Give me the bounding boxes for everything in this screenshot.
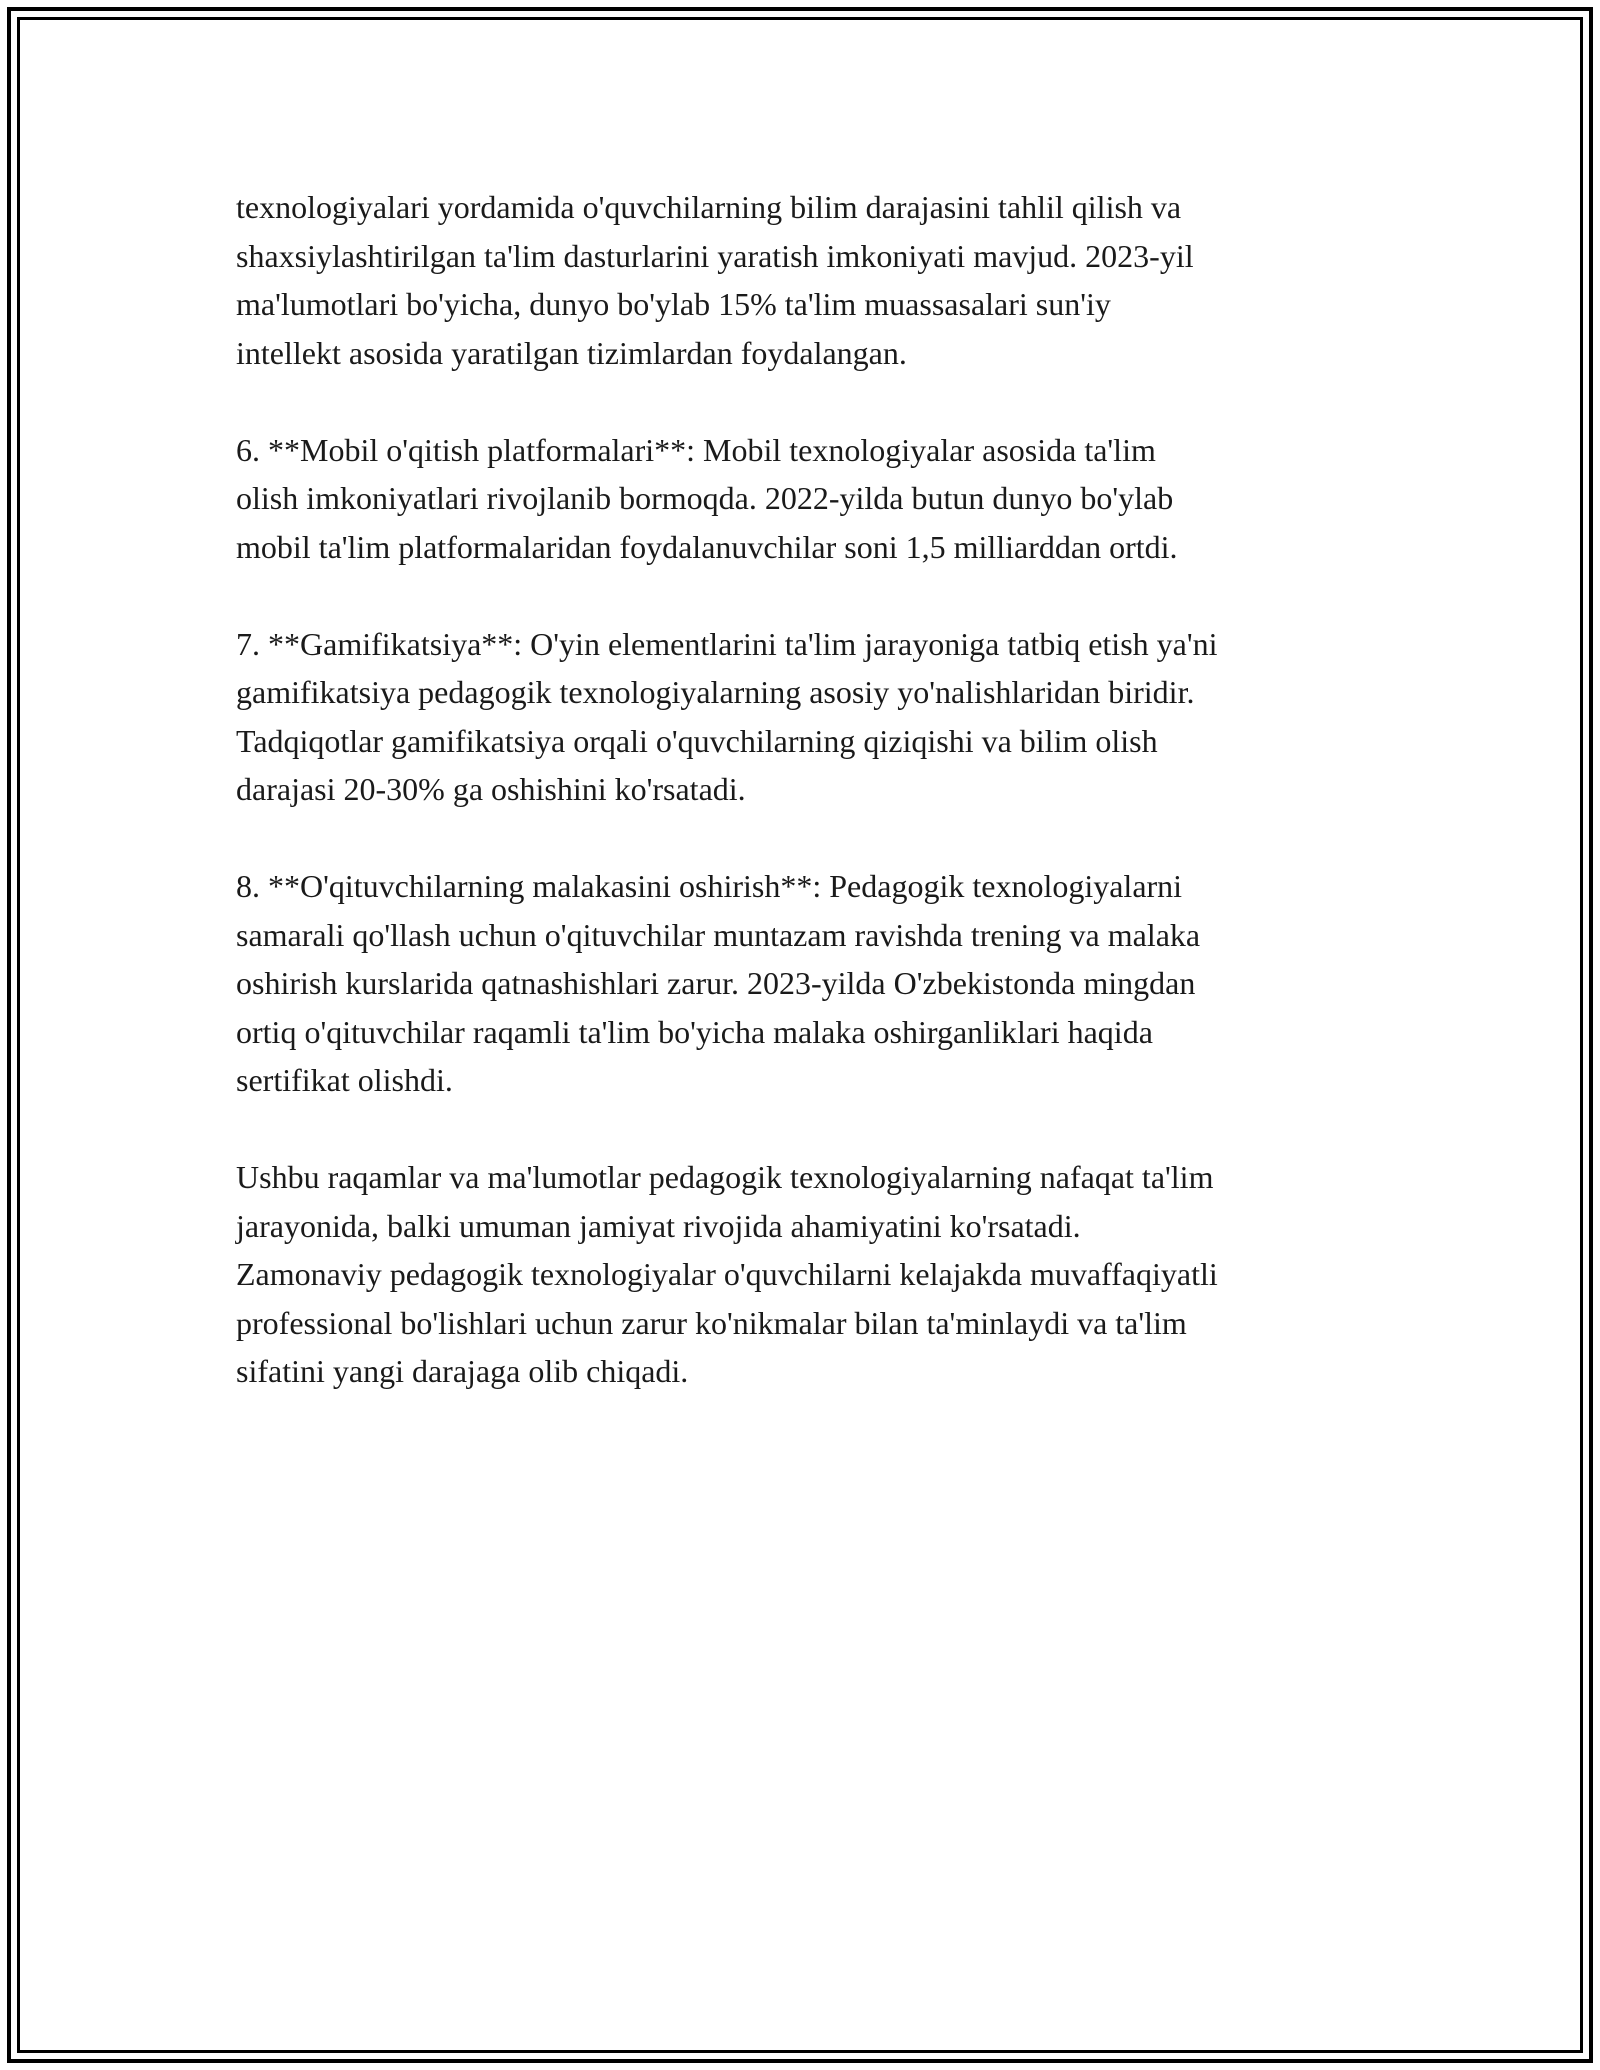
paragraph-conclusion: Ushbu raqamlar va ma'lumotlar pedagogik texnologiyalarning nafaqat ta'lim jarayonida, balki umuman jamiyat rivojida ahamiyatini ko'rsatadi. Zamonaviy pedagogik texnologiyalar o'quvchilarni kelajakda muvaffaqiyatli professional bo'lishlari uchun zarur ko'nikmalar bilan ta'minlaydi va ta'lim sifatini yangi darajaga olib chiqadi. [236, 1159, 1218, 1389]
paragraph-gamification: 7. **Gamifikatsiya**: O'yin elementlarini ta'lim jarayoniga tatbiq etish ya'ni gamifikatsiya pedagogik texnologiyalarning asosiy yo'nalishlaridan biridir. Tadqiqotlar gamifikatsiya orqali o'quvchilarning qiziqishi va bilim olish darajasi 20-30% ga oshishini ko'rsatadi. [236, 625, 1218, 807]
paragraph-ai-personalization: texnologiyalari yordamida o'quvchilarning bilim darajasini tahlil qilish va shaxsiylashtirilgan ta'lim dasturlarini yaratish imkoniyati mavjud. 2023-yil ma'lumotlari bo'yicha, dunyo bo'ylab 15% ta'lim muassasalari sun'iy intellekt asosida yaratilgan tizimlardan foydalangan. [236, 189, 1194, 371]
document-body [236, 183, 1396, 1444]
paragraph-teacher-training: 8. **O'qituvchilarning malakasini oshirish**: Pedagogik texnologiyalarni samarali qo'llash uchun o'qituvchilar muntazam ravishda trening va malaka oshirish kurslarida qatnashishlari zarur. 2023-yilda O'zbekistonda mingdan ortiq o'qituvchilar raqamli ta'lim bo'yicha malaka oshirganliklari haqida sertifikat olishdi. [236, 868, 1201, 1098]
paragraph-mobile-learning: 6. **Mobil o'qitish platformalari**: Mobil texnologiyalar asosida ta'lim olish imkoniyatlari rivojlanib bormoqda. 2022-yilda butun dunyo bo'ylab mobil ta'lim platformalaridan foydalanuvchilar soni 1,5 milliarddan ortdi. [236, 431, 1178, 565]
